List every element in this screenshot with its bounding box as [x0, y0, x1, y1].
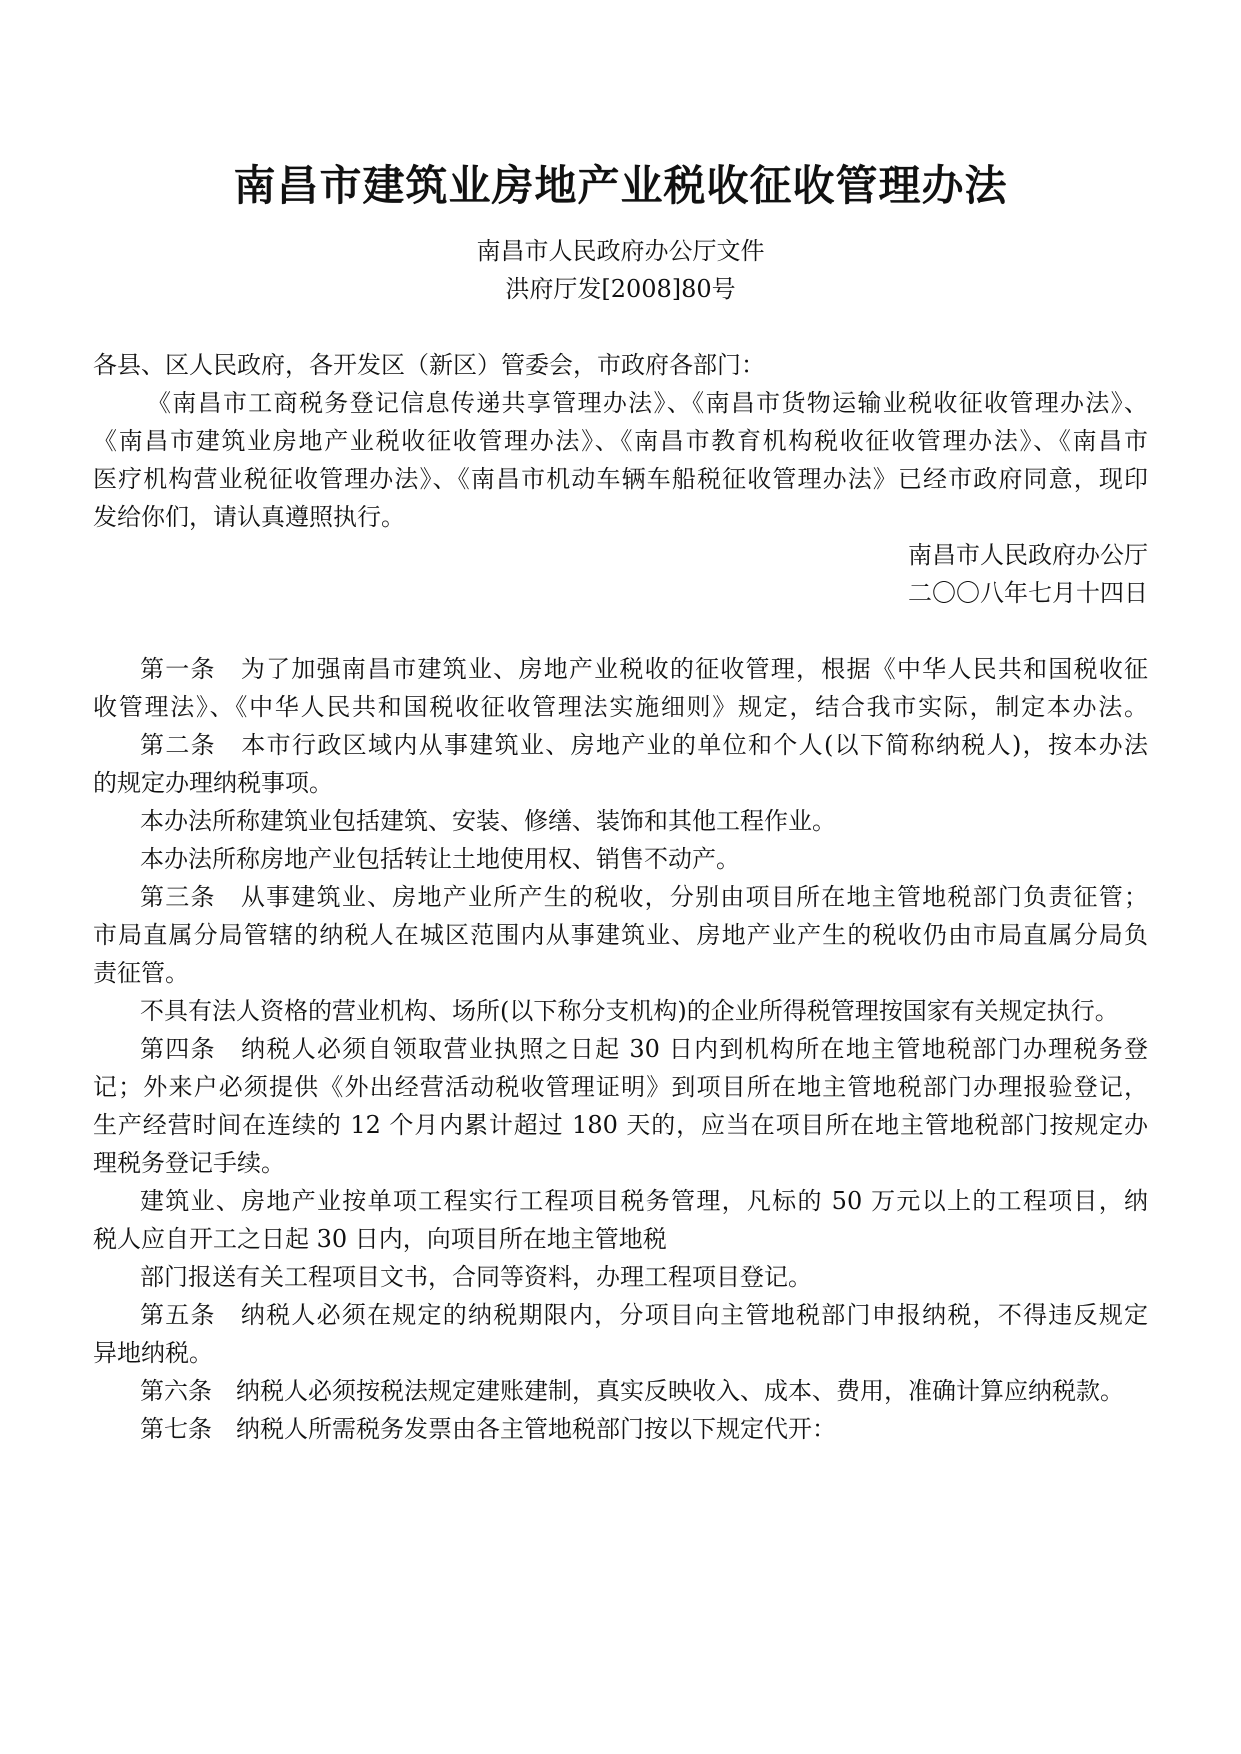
article-line: 记；外来户必须提供《外出经营活动税收管理证明》到项目所在地主管地税部门办理报验登记， — [93, 1073, 1148, 1101]
intro-line: 医疗机构营业税征收管理办法》、《南昌市机动车辆车船税征收管理办法》已经市政府同意，现印 — [93, 465, 1148, 493]
signature-organization: 南昌市人民政府办公厅 — [908, 541, 1148, 569]
intro-line: 《南昌市建筑业房地产业税收征收管理办法》、《南昌市教育机构税收征收管理办法》、《南昌市 — [93, 427, 1148, 455]
intro-line: 发给你们，请认真遵照执行。 — [93, 503, 405, 531]
article-line: 的规定办理纳税事项。 — [93, 769, 333, 797]
document-title: 南昌市建筑业房地产业税收征收管理办法 — [233, 161, 1008, 210]
article-line: 责征管。 — [93, 959, 189, 987]
article-line: 不具有法人资格的营业机构、场所(以下称分支机构)的企业所得税管理按国家有关规定执行。 — [140, 997, 1119, 1025]
article-line: 收管理法》、《中华人民共和国税收征收管理法实施细则》规定，结合我市实际，制定本办法。 — [93, 693, 1148, 721]
article-line: 第五条 纳税人必须在规定的纳税期限内，分项目向主管地税部门申报纳税，不得违反规定 — [140, 1301, 1148, 1329]
article-line: 第七条 纳税人所需税务发票由各主管地税部门按以下规定代开： — [140, 1415, 836, 1443]
article-line: 第一条 为了加强南昌市建筑业、房地产业税收的征收管理，根据《中华人民共和国税收征 — [140, 655, 1148, 683]
issuer-line: 南昌市人民政府办公厅文件 — [476, 237, 765, 265]
signature-date: 二〇〇八年七月十四日 — [908, 579, 1148, 607]
article-line: 部门报送有关工程项目文书，合同等资料，办理工程项目登记。 — [140, 1263, 812, 1291]
article-line: 理税务登记手续。 — [93, 1149, 285, 1177]
article-line: 建筑业、房地产业按单项工程实行工程项目税务管理，凡标的 50 万元以上的工程项目，纳 — [140, 1187, 1148, 1215]
article-line: 第六条 纳税人必须按税法规定建账建制，真实反映收入、成本、费用，准确计算应纳税款。 — [140, 1377, 1124, 1405]
article-line: 第三条 从事建筑业、房地产业所产生的税收，分别由项目所在地主管地税部门负责征管； — [140, 883, 1148, 911]
article-line: 第四条 纳税人必须自领取营业执照之日起 30 日内到机构所在地主管地税部门办理税务登 — [140, 1035, 1148, 1063]
article-line: 市局直属分局管辖的纳税人在城区范围内从事建筑业、房地产业产生的税收仍由市局直属分局负 — [93, 921, 1148, 949]
addressee-line: 各县、区人民政府，各开发区（新区）管委会，市政府各部门： — [93, 351, 765, 379]
article-line: 第二条 本市行政区域内从事建筑业、房地产业的单位和个人(以下简称纳税人)，按本办法 — [140, 731, 1148, 759]
article-line: 本办法所称房地产业包括转让土地使用权、销售不动产。 — [140, 845, 740, 873]
article-line: 异地纳税。 — [93, 1339, 213, 1367]
document-number: 洪府厅发[2008]80号 — [505, 275, 736, 303]
article-line: 税人应自开工之日起 30 日内，向项目所在地主管地税 — [93, 1225, 667, 1253]
intro-line: 《南昌市工商税务登记信息传递共享管理办法》、《南昌市货物运输业税收征收管理办法》、 — [147, 389, 1148, 417]
article-line: 生产经营时间在连续的 12 个月内累计超过 180 天的，应当在项目所在地主管地税部门按规定办 — [93, 1111, 1148, 1139]
article-line: 本办法所称建筑业包括建筑、安装、修缮、装饰和其他工程作业。 — [140, 807, 836, 835]
